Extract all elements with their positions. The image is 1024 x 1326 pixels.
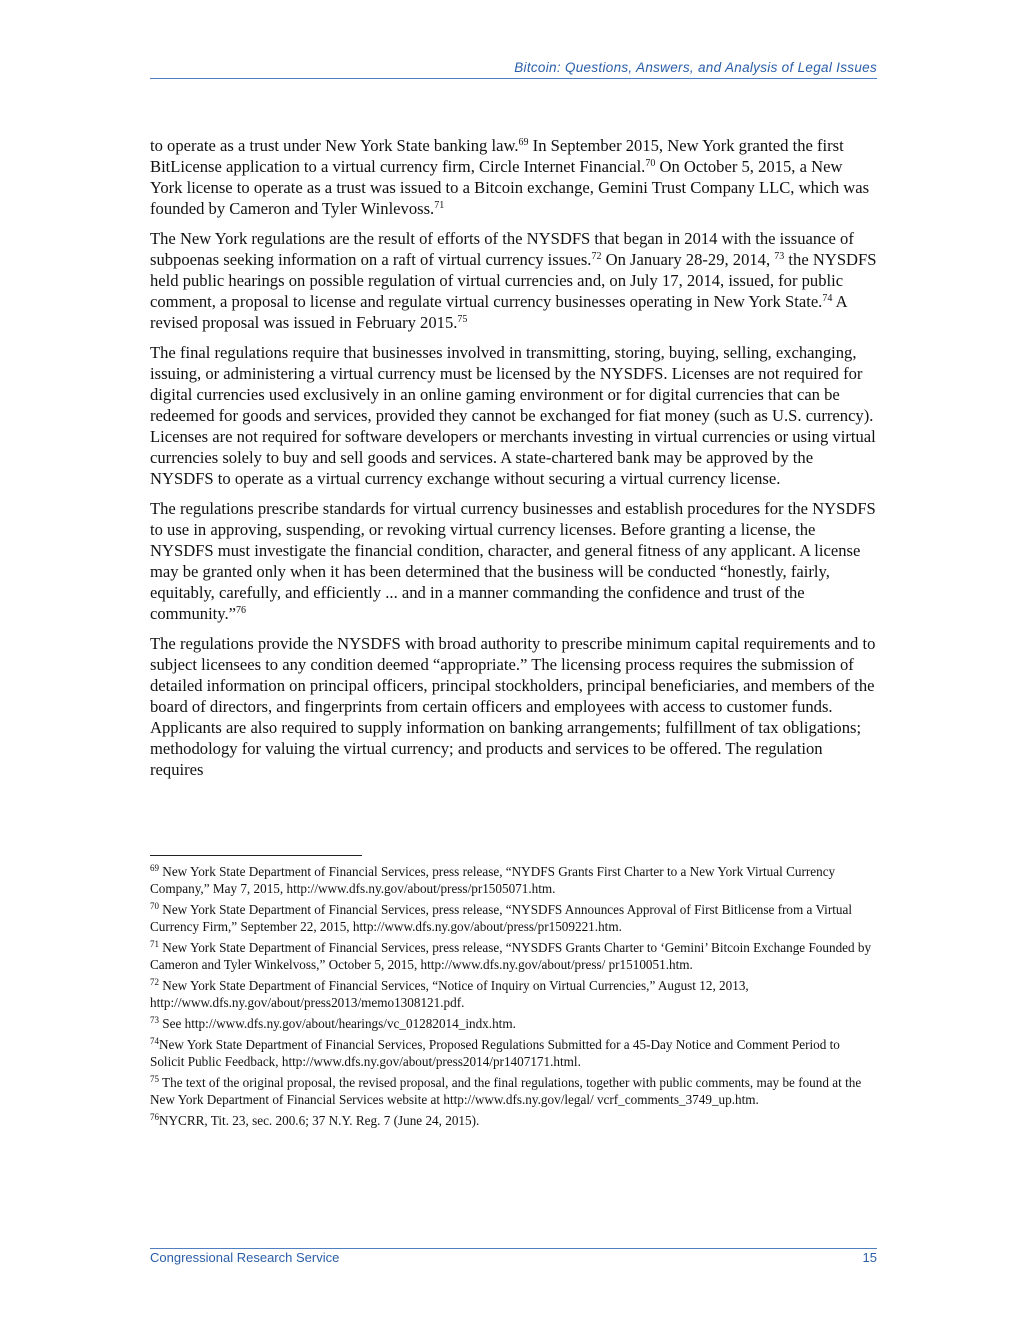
text-run: On October 5, 2015, a New York license to operate as a trust was issued to a Bitcoin exchange, Gemini Trust Company LLC, which was founded by Cameron and Tyler Winlevoss. [150,157,870,218]
footnote-ref[interactable]: 72 [591,251,602,262]
footnote-number: 72 [150,977,159,987]
footnote [150,1074,877,1108]
footnote-text: The text of the original proposal, the revised proposal, and the final regulations, together with public comments, may be found at the New York Department of Financial Services website at http://www.dfs.ny.gov/legal/ vcrf_comments_3749_up.htm. [150,1075,862,1107]
text-run: the NYSDFS held public hearings on possible regulation of virtual currencies and, on July 17, 2014, issued, for public comment, a proposal to license and regulate virtual currency businesses operating in New York State. [150,250,877,311]
footnote [150,863,877,897]
footnote [150,977,877,1011]
footer-divider [150,1248,877,1249]
footnote-ref[interactable]: 70 [645,158,656,169]
footer-publisher: Congressional Research Service [150,1250,340,1265]
text-run: The New York regulations are the result of efforts of the NYSDFS that began in 2014 with the issuance of subpoenas seeking information on a raft of virtual currency issues. [150,229,854,269]
header-divider [150,78,877,79]
footnote-number: 76 [150,1112,159,1122]
paragraph-3: The final regulations require that businesses involved in transmitting, storing, buying, selling, exchanging, issuing, or administering a virtual currency must be licensed by the NYSDFS. Licenses are not required for digital currencies used exclusively in an online gaming environment or for digital currencies that can be redeemed for goods and services, provided they cannot be exchanged for fiat money (such as U.S. currency). Licenses are not required for software developers or merchants investing in virtual currencies or using virtual currencies solely to buy and sell goods and services. A state-chartered bank may be approved by the NYSDFS to operate as a virtual currency exchange without securing a virtual currency license. [150,343,876,488]
footnote-ref[interactable]: 71 [434,200,445,211]
footnote [150,1112,877,1129]
footnote-number: 69 [150,863,159,873]
footnote-divider [150,855,362,856]
footnote-text: New York State Department of Financial Services, press release, “NYSDFS Announces Approval of First Bitlicense from a Virtual Currency Firm,” September 22, 2015, http://www.dfs.ny.gov/about/press/pr1509221.htm. [150,902,853,934]
footnote-ref[interactable]: 75 [457,314,468,325]
text-run: to operate as a trust under New York State banking law. [150,136,519,155]
footnote [150,1036,877,1070]
footnote-number: 71 [150,939,159,949]
text-run: In September 2015, New York granted the first BitLicense application to a virtual currency firm, Circle Internet Financial. [150,136,844,176]
footnote-text: New York State Department of Financial Services, press release, “NYDFS Grants First Charter to a New York Virtual Currency Company,” May 7, 2015, http://www.dfs.ny.gov/about/press/pr1505071.htm. [150,864,836,896]
paragraph-2 [150,228,877,333]
footnote-number: 73 [150,1015,159,1025]
footnote [150,901,877,935]
footnote-number: 75 [150,1074,159,1084]
body-text [150,135,877,789]
footnote [150,1015,877,1032]
footnote-text: See http://www.dfs.ny.gov/about/hearings/vc_01282014_indx.htm. [159,1016,516,1031]
text-run: On January 28-29, 2014, [601,250,775,269]
footnote-ref[interactable]: 73 [774,251,785,262]
footnote-text: New York State Department of Financial Services, press release, “NYSDFS Grants Charter to ‘Gemini’ Bitcoin Exchange Founded by Cameron and Tyler Winkelvoss,” October 5, 2015, http://www.dfs.ny.gov/about/press/ pr1510051.htm. [150,940,872,972]
text-run: The regulations prescribe standards for virtual currency businesses and establish procedures for the NYSDFS to use in approving, suspending, or revoking virtual currency licenses. Before granting a license, the NYSDFS must investigate the financial condition, character, and general fitness of any applicant. A license may be granted only when it has been determined that the business will be conducted “honestly, fairly, equitably, carefully, and efficiently ... and in a manner commanding the confidence and trust of the community.” [150,499,876,623]
paragraph-5: The regulations provide the NYSDFS with broad authority to prescribe minimum capital requirements and to subject licensees to any condition deemed “appropriate.” The licensing process requires the submission of detailed information on principal officers, principal stockholders, principal beneficiaries, and members of the board of directors, and fingerprints from certain officers and employees with access to customer funds. Applicants are also required to supply information on banking arrangements; fulfillment of tax obligations; methodology for valuing the virtual currency; and products and services to be offered. The regulation requires [150,634,876,779]
footnote-ref[interactable]: 74 [822,293,833,304]
page-number: 15 [862,1250,877,1265]
footnote-text: New York State Department of Financial Services, “Notice of Inquiry on Virtual Currencies,” August 12, 2013, http://www.dfs.ny.gov/about/press2013/memo1308121.pdf. [150,978,749,1010]
paragraph-4 [150,498,877,624]
footnote-text: New York State Department of Financial Services, Proposed Regulations Submitted for a 45-Day Notice and Comment Period to Solicit Public Feedback, http://www.dfs.ny.gov/about/press2014/pr1407171.html. [150,1037,840,1069]
text-run: A revised proposal was issued in February 2015. [150,292,847,332]
footnote [150,939,877,973]
footnote-text: NYCRR, Tit. 23, sec. 200.6; 37 N.Y. Reg. 7 (June 24, 2015). [159,1113,480,1128]
footnote-ref[interactable]: 76 [236,605,247,616]
running-header: Bitcoin: Questions, Answers, and Analysis of Legal Issues [514,60,877,75]
footnote-number: 74 [150,1036,159,1046]
paragraph-1 [150,135,877,219]
footnote-number: 70 [150,901,159,911]
footnote-ref[interactable]: 69 [518,137,529,148]
footnotes [150,863,877,1133]
